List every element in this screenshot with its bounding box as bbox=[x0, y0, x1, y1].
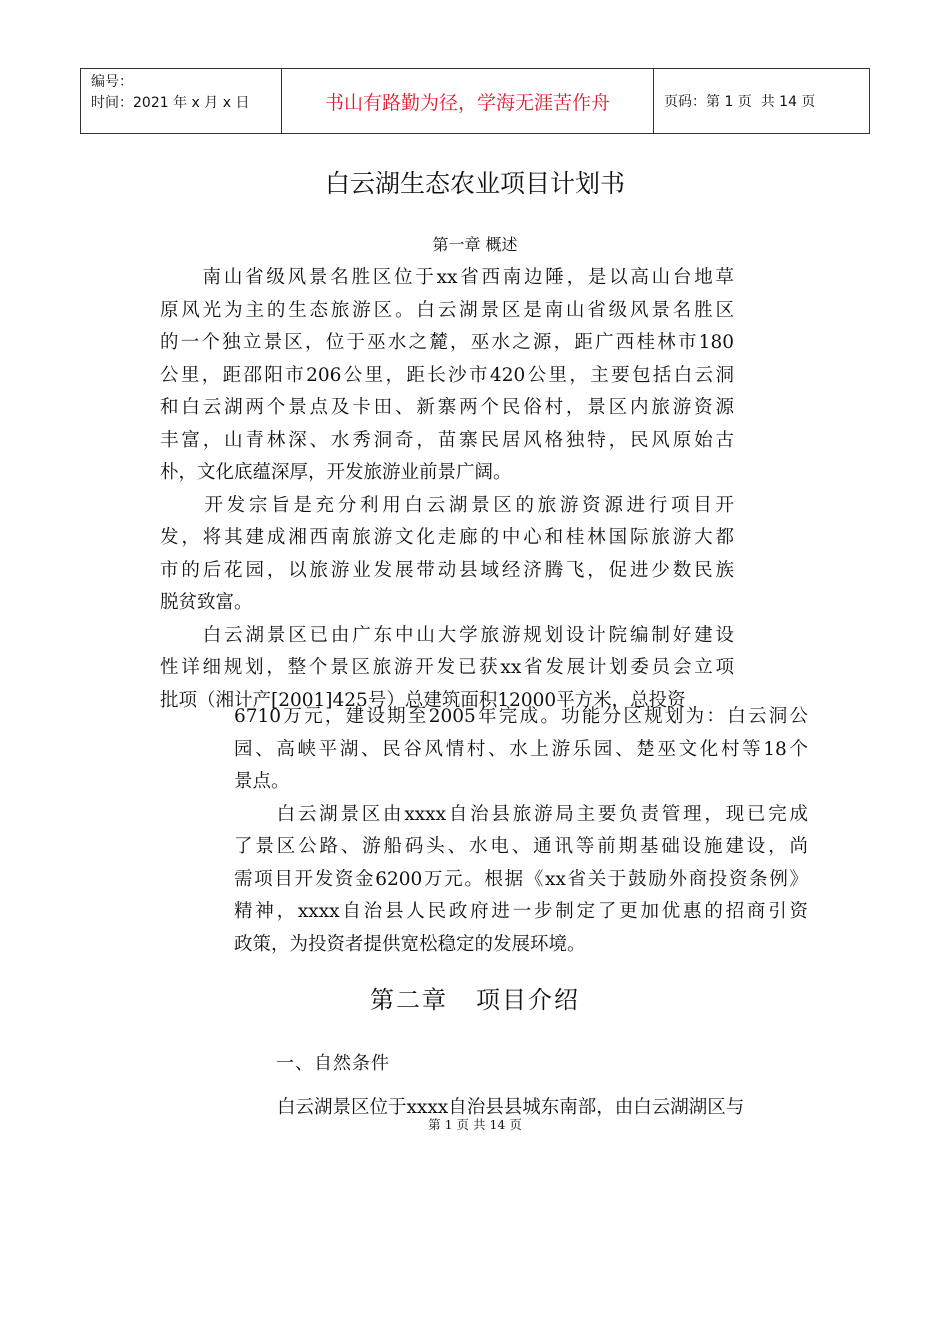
body-line: 了景区公路、游船码头、水电、通讯等前期基础设施建设，尚 bbox=[234, 836, 808, 857]
section-1-title: 一、自然条件 bbox=[276, 1053, 390, 1074]
body-line: 和白云湖两个景点及卡田、新寨两个民俗村，景区内旅游资源 bbox=[160, 397, 734, 418]
body-line: 南山省级风景名胜区位于xx省西南边陲，是以高山台地草 bbox=[160, 267, 734, 288]
body-line: 脱贫致富。 bbox=[160, 592, 253, 613]
body-line: 政策，为投资者提供宽松稳定的发展环境。 bbox=[234, 933, 586, 955]
body-line: 公里，距邵阳市206公里，距长沙市420公里，主要包括白云洞 bbox=[160, 364, 734, 386]
body-line: 园、高峡平湖、民谷风情村、水上游乐园、楚巫文化村等18个 bbox=[234, 738, 808, 760]
body-line: 需项目开发资金6200万元。根据《xx省关于鼓励外商投资条例》 bbox=[234, 868, 808, 890]
header-table bbox=[80, 68, 870, 134]
body-paragraph-block-2 bbox=[234, 701, 808, 961]
body-paragraph-block-1 bbox=[160, 262, 734, 717]
chapter-2-name: 项目介绍 bbox=[476, 986, 580, 1014]
body-line: 朴，文化底蕴深厚，开发旅游业前景广阔。 bbox=[160, 462, 512, 483]
body-line: 性详细规划，整个景区旅游开发已获xx省发展计划委员会立项 bbox=[160, 657, 734, 678]
document-date-label: 时间：2021 年 x 月 x 日 bbox=[91, 95, 250, 111]
body-last-line: 白云湖景区位于xxxx自治县县城东南部，由白云湖湖区与 bbox=[277, 1097, 745, 1118]
header-meta-cell bbox=[81, 69, 282, 133]
chapter-2-number: 第二章 bbox=[370, 986, 448, 1014]
header-page-cell bbox=[654, 69, 869, 133]
body-line: 开发宗旨是充分利用白云湖景区的旅游资源进行项目开 bbox=[160, 494, 734, 516]
chapter-2-title bbox=[0, 980, 950, 1015]
body-line: 6710万元，建设期至2005年完成。功能分区规划为：白云洞公 bbox=[234, 706, 808, 727]
header-motto: 书山有路勤为径，学海无涯苦作舟 bbox=[324, 91, 610, 114]
body-line: 批项（湘计产[2001]425号）总建筑面积12000平方米，总投资 bbox=[160, 689, 686, 711]
body-line: 白云湖景区由xxxx自治县旅游局主要负责管理，现已完成 bbox=[234, 803, 808, 825]
body-line: 的一个独立景区，位于巫水之麓，巫水之源，距广西桂林市180 bbox=[160, 332, 734, 353]
header-page-info: 页码：第 1 页 共 14 页 bbox=[664, 94, 816, 110]
body-line: 精神，xxxx自治县人民政府进一步制定了更加优惠的招商引资 bbox=[234, 901, 808, 922]
body-line: 景点。 bbox=[234, 771, 290, 792]
document-number-label: 编号： bbox=[91, 74, 133, 90]
body-line: 发，将其建成湘西南旅游文化走廊的中心和桂林国际旅游大都 bbox=[160, 527, 734, 548]
header-motto-cell bbox=[282, 69, 654, 133]
page-footer: 第 1 页 共 14 页 bbox=[428, 1117, 522, 1132]
body-line: 原风光为主的生态旅游区。白云湖景区是南山省级风景名胜区 bbox=[160, 299, 734, 321]
chapter-1-title: 第一章 概述 bbox=[432, 235, 518, 254]
body-line: 白云湖景区已由广东中山大学旅游规划设计院编制好建设 bbox=[160, 624, 734, 646]
body-line: 市的后花园，以旅游业发展带动县域经济腾飞，促进少数民族 bbox=[160, 559, 734, 581]
body-line: 丰富，山青林深、水秀洞奇，苗寨民居风格独特，民风原始古 bbox=[160, 429, 734, 451]
document-title: 白云湖生态农业项目计划书 bbox=[324, 169, 625, 198]
